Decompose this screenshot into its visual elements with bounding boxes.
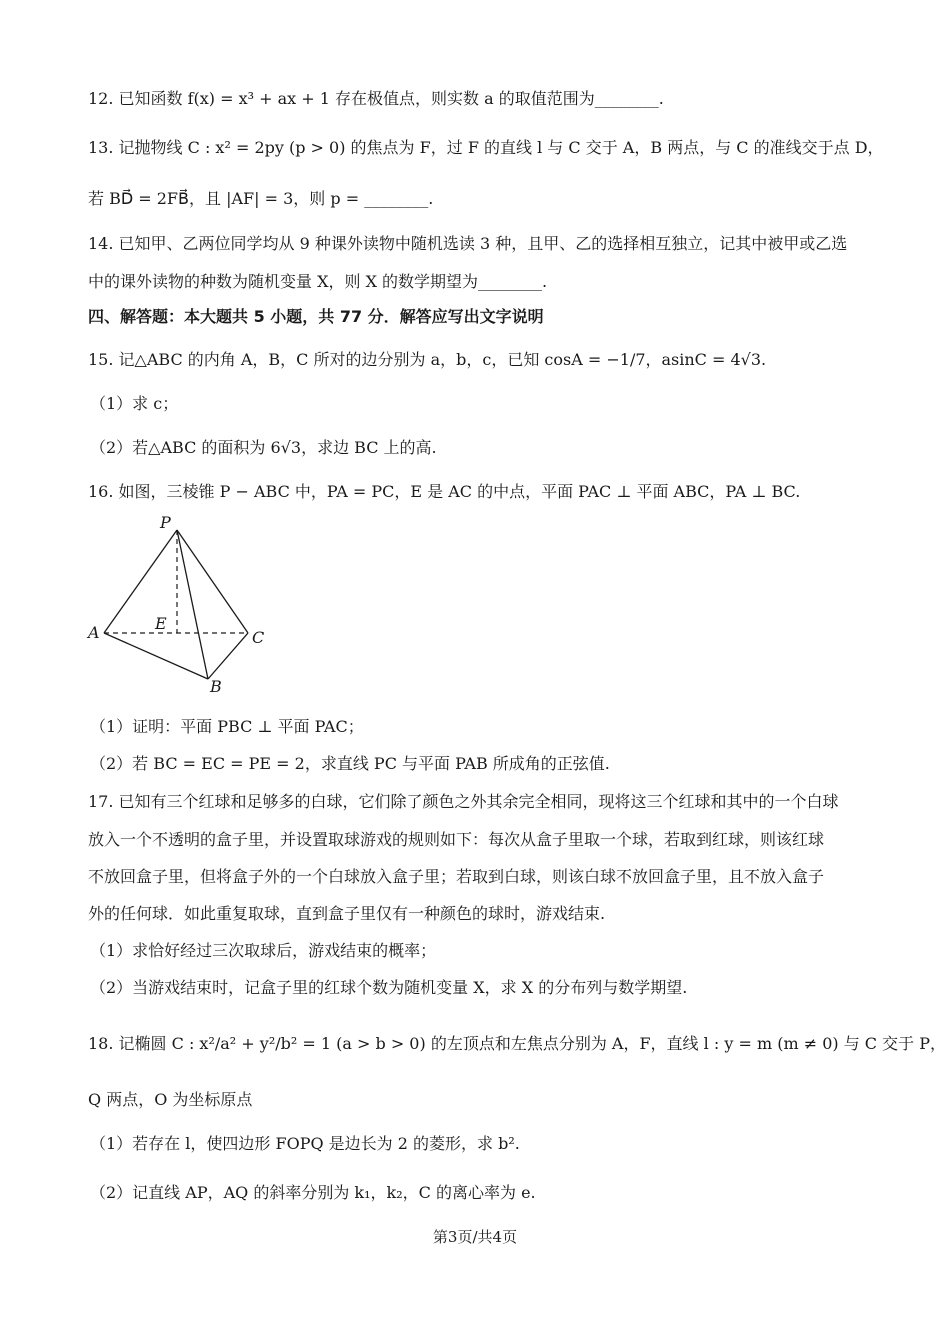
question-17-line-1: 17. 已知有三个红球和足够多的白球，它们除了颜色之外其余完全相同，现将这三个红球和其中的一个白球 <box>88 792 839 811</box>
question-16-part-2: （2）若 BC = EC = PE = 2，求直线 PC 与平面 PAB 所成角的正弦值. <box>90 754 610 773</box>
question-18-part-1: （1）若存在 l，使四边形 FOPQ 是边长为 2 的菱形，求 b². <box>90 1134 520 1153</box>
question-15-part-1: （1）求 c； <box>90 394 179 413</box>
question-16: 16. 如图，三棱锥 P − ABC 中，PA = PC，E 是 AC 的中点，平面 PAC ⊥ 平面 ABC，PA ⊥ BC. <box>88 482 801 501</box>
label-p: P <box>160 513 171 532</box>
question-17-line-2: 放入一个不透明的盒子里，并设置取球游戏的规则如下：每次从盒子里取一个球，若取到红球，则该红球 <box>88 830 825 849</box>
question-15: 15. 记△ABC 的内角 A，B，C 所对的边分别为 a，b，c，已知 cosA = −1/7，asinC = 4√3. <box>88 350 767 369</box>
label-a: A <box>88 623 100 642</box>
question-14-line-1: 14. 已知甲、乙两位同学均从 9 种课外读物中随机选读 3 种，且甲、乙的选择相互独立，记其中被甲或乙选 <box>88 234 848 253</box>
label-e: E <box>155 614 167 633</box>
question-18-part-2: （2）记直线 AP，AQ 的斜率分别为 k₁，k₂，C 的离心率为 e. <box>90 1183 536 1202</box>
question-12: 12. 已知函数 f(x) = x³ + ax + 1 存在极值点，则实数 a 的取值范围为________. <box>88 89 664 108</box>
question-18-line-1: 18. 记椭圆 C : x²/a² + y²/b² = 1 (a > b > 0) 的左顶点和左焦点分别为 A，F，直线 l : y = m (m ≠ 0) 与 C 交于 P， <box>88 1034 946 1053</box>
pyramid-figure <box>82 512 282 697</box>
pyramid-diagram <box>82 512 282 697</box>
question-17-part-1: （1）求恰好经过三次取球后，游戏结束的概率； <box>90 941 437 960</box>
label-b: B <box>210 677 222 696</box>
section-heading: 四、解答题：本大题共 5 小题，共 77 分．解答应写出文字说明 <box>88 307 544 326</box>
question-13-line-1: 13. 记抛物线 C : x² = 2py (p > 0) 的焦点为 F，过 F 的直线 l 与 C 交于 A，B 两点，与 C 的准线交于点 D， <box>88 138 884 157</box>
question-17-line-4: 外的任何球．如此重复取球，直到盒子里仅有一种颜色的球时，游戏结束. <box>88 904 606 923</box>
question-17-line-3: 不放回盒子里，但将盒子外的一个白球放入盒子里；若取到白球，则该白球不放回盒子里，且不放入盒子 <box>88 867 825 886</box>
question-13-line-2: 若 BD⃗ = 2FB⃗，且 |AF| = 3，则 p = ________. <box>88 189 434 208</box>
question-17-part-2: （2）当游戏结束时，记盒子里的红球个数为随机变量 X，求 X 的分布列与数学期望. <box>90 978 688 997</box>
question-15-part-2: （2）若△ABC 的面积为 6√3，求边 BC 上的高. <box>90 438 437 457</box>
page-footer: 第3页/共4页 <box>432 1228 518 1246</box>
edge-bc <box>208 633 248 679</box>
edge-ab <box>104 633 208 679</box>
question-14-line-2: 中的课外读物的种数为随机变量 X，则 X 的数学期望为________. <box>88 272 548 291</box>
question-16-part-1: （1）证明：平面 PBC ⊥ 平面 PAC； <box>90 717 364 736</box>
question-18-line-2: Q 两点，O 为坐标原点 <box>88 1090 253 1109</box>
label-c: C <box>252 628 265 647</box>
